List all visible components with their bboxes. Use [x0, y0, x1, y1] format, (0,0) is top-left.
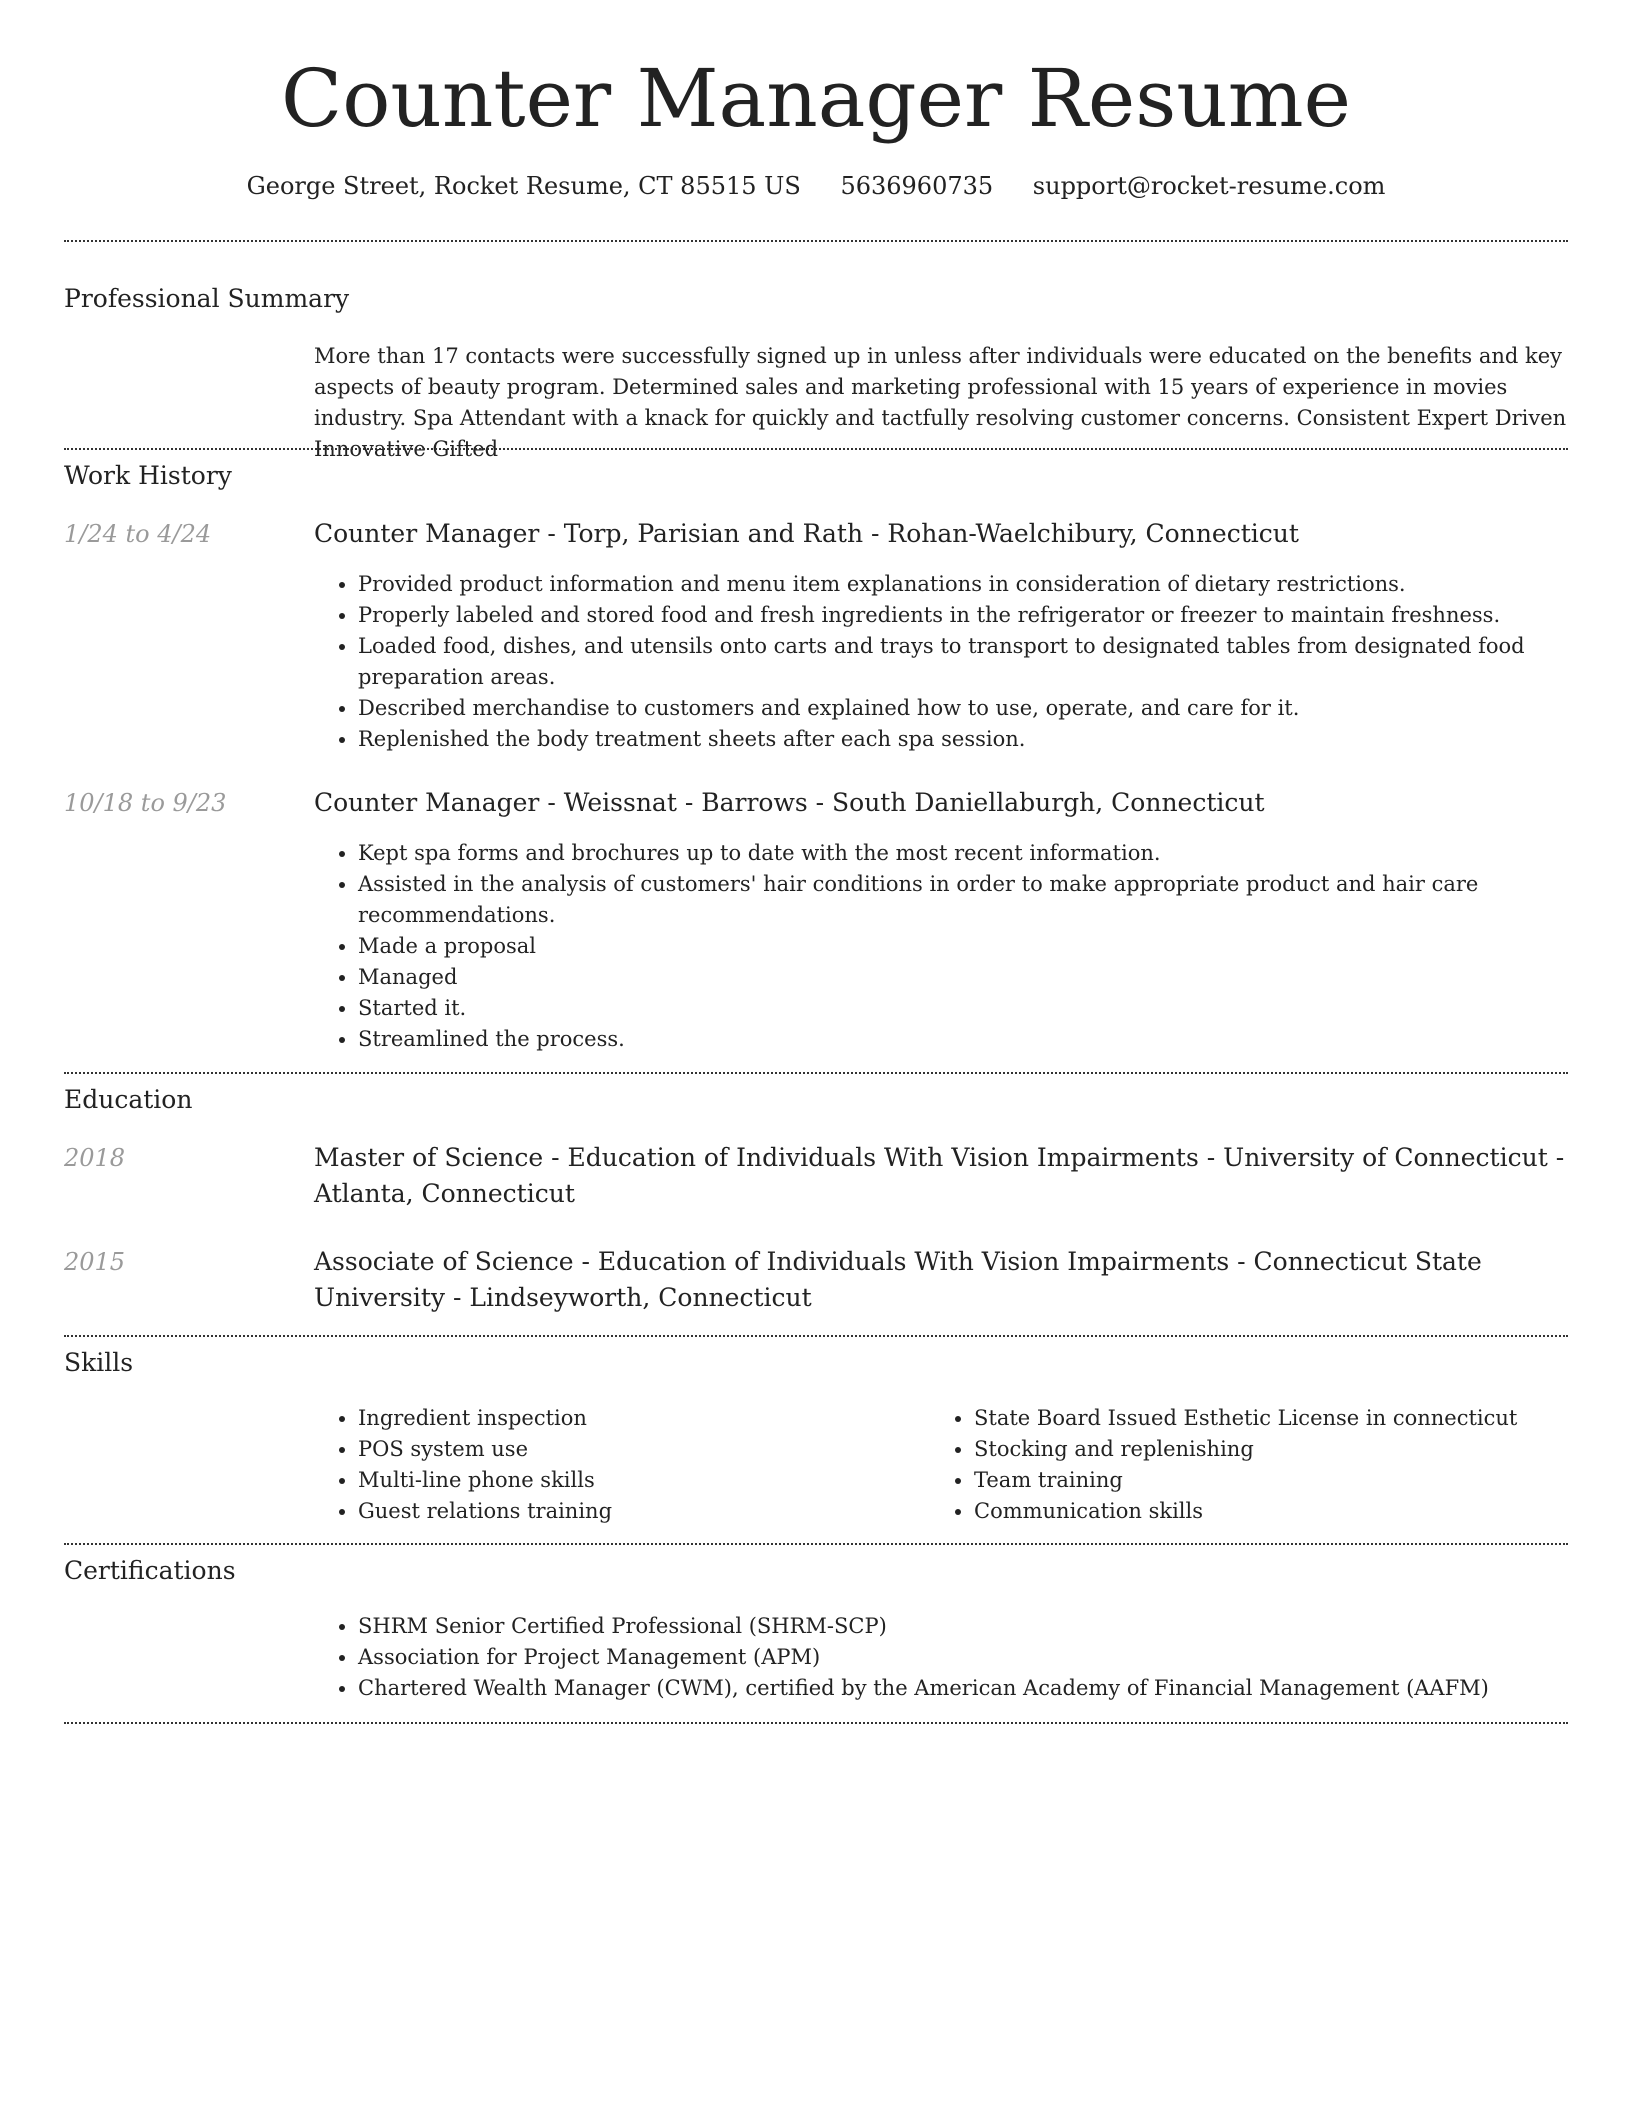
section-heading-work: Work History — [64, 461, 232, 490]
list-item: • Chartered Wealth Manager (CWM), certified by the American Academy of Financial Management (AAFM) — [358, 1673, 1568, 1704]
education-school: - Connecticut State University - Lindseyworth, Connecticut — [314, 1247, 1482, 1312]
skills-list-right — [930, 1403, 1568, 1527]
list-item: • Made a proposal — [358, 931, 1568, 962]
list-item: • State Board Issued Esthetic License in connecticut — [974, 1403, 1568, 1434]
list-item: • Loaded food, dishes, and utensils onto carts and trays to transport to designated tables from designated food preparation areas. — [358, 631, 1568, 693]
divider — [64, 448, 1568, 450]
job-dates: 1/24 to 4/24 — [64, 520, 212, 548]
list-item: • Communication skills — [974, 1496, 1568, 1527]
skills-list-left — [314, 1403, 929, 1527]
list-item: • Multi-line phone skills — [358, 1465, 929, 1496]
list-item: • Described merchandise to customers and explained how to use, operate, and care for it. — [358, 693, 1568, 724]
section-heading-certifications: Certifications — [64, 1556, 236, 1585]
summary-text: More than 17 contacts were successfully signed up in unless after individuals were educated on the benefits and key aspects of beauty program. Determined sales and marketing professional with 15 years of experience in movies industry. Spa Attendant with a knack for quickly and tactfully resolving customer concerns. Consistent Expert Driven Innovative Gifted — [314, 344, 1567, 461]
contact-phone: 5636960735 — [840, 172, 994, 200]
contact-email: support@rocket-resume.com — [1032, 172, 1386, 200]
education-degree: Associate of Science - Education of Individuals With Vision Impairments — [314, 1247, 1230, 1276]
divider — [64, 1722, 1568, 1724]
list-item: • Streamlined the process. — [358, 1024, 1568, 1055]
divider — [64, 240, 1568, 242]
certifications-list — [314, 1611, 1568, 1704]
divider — [64, 1335, 1568, 1337]
list-item: • Team training — [974, 1465, 1568, 1496]
section-heading-education: Education — [64, 1085, 193, 1114]
list-item: • Properly labeled and stored food and fresh ingredients in the refrigerator or freezer to maintain freshness. — [358, 600, 1568, 631]
list-item: • POS system use — [358, 1434, 929, 1465]
list-item: • Started it. — [358, 993, 1568, 1024]
job-dates: 10/18 to 9/23 — [64, 789, 227, 817]
section-heading-skills: Skills — [64, 1348, 134, 1377]
list-item: • Managed — [358, 962, 1568, 993]
contact-line — [0, 172, 1632, 200]
list-item: • Kept spa forms and brochures up to date with the most recent information. — [358, 838, 1568, 869]
education-year: 2015 — [64, 1248, 126, 1276]
list-item: • Replenished the body treatment sheets after each spa session. — [358, 724, 1568, 755]
contact-address: George Street, Rocket Resume, CT 85515 US — [246, 172, 801, 200]
list-item: • Stocking and replenishing — [974, 1434, 1568, 1465]
resume-title: Counter Manager Resume — [281, 52, 1351, 145]
list-item: • Assisted in the analysis of customers' hair conditions in order to make appropriate product and hair care recommendations. — [358, 869, 1568, 931]
list-item: • Ingredient inspection — [358, 1403, 929, 1434]
education-degree: Master of Science - Education of Individuals With Vision Impairments — [314, 1143, 1199, 1172]
education-school: - University of Connecticut - Atlanta, Connecticut — [314, 1143, 1565, 1208]
education-entry — [314, 1140, 1568, 1212]
education-entry — [314, 1244, 1568, 1316]
job-title: Counter Manager - Weissnat - Barrows - South Daniellaburgh, Connecticut — [314, 788, 1265, 817]
list-item: • Association for Project Management (APM) — [358, 1642, 1568, 1673]
job-title: Counter Manager - Torp, Parisian and Rath - Rohan-Waelchibury, Connecticut — [314, 519, 1299, 548]
section-heading-summary: Professional Summary — [64, 284, 350, 313]
job-bullets — [314, 838, 1568, 1055]
list-item: • Provided product information and menu item explanations in consideration of dietary restrictions. — [358, 569, 1568, 600]
job-bullets — [314, 569, 1568, 755]
divider — [64, 1072, 1568, 1074]
list-item: • Guest relations training — [358, 1496, 929, 1527]
list-item: • SHRM Senior Certified Professional (SHRM-SCP) — [358, 1611, 1568, 1642]
divider — [64, 1543, 1568, 1545]
education-year: 2018 — [64, 1144, 126, 1172]
